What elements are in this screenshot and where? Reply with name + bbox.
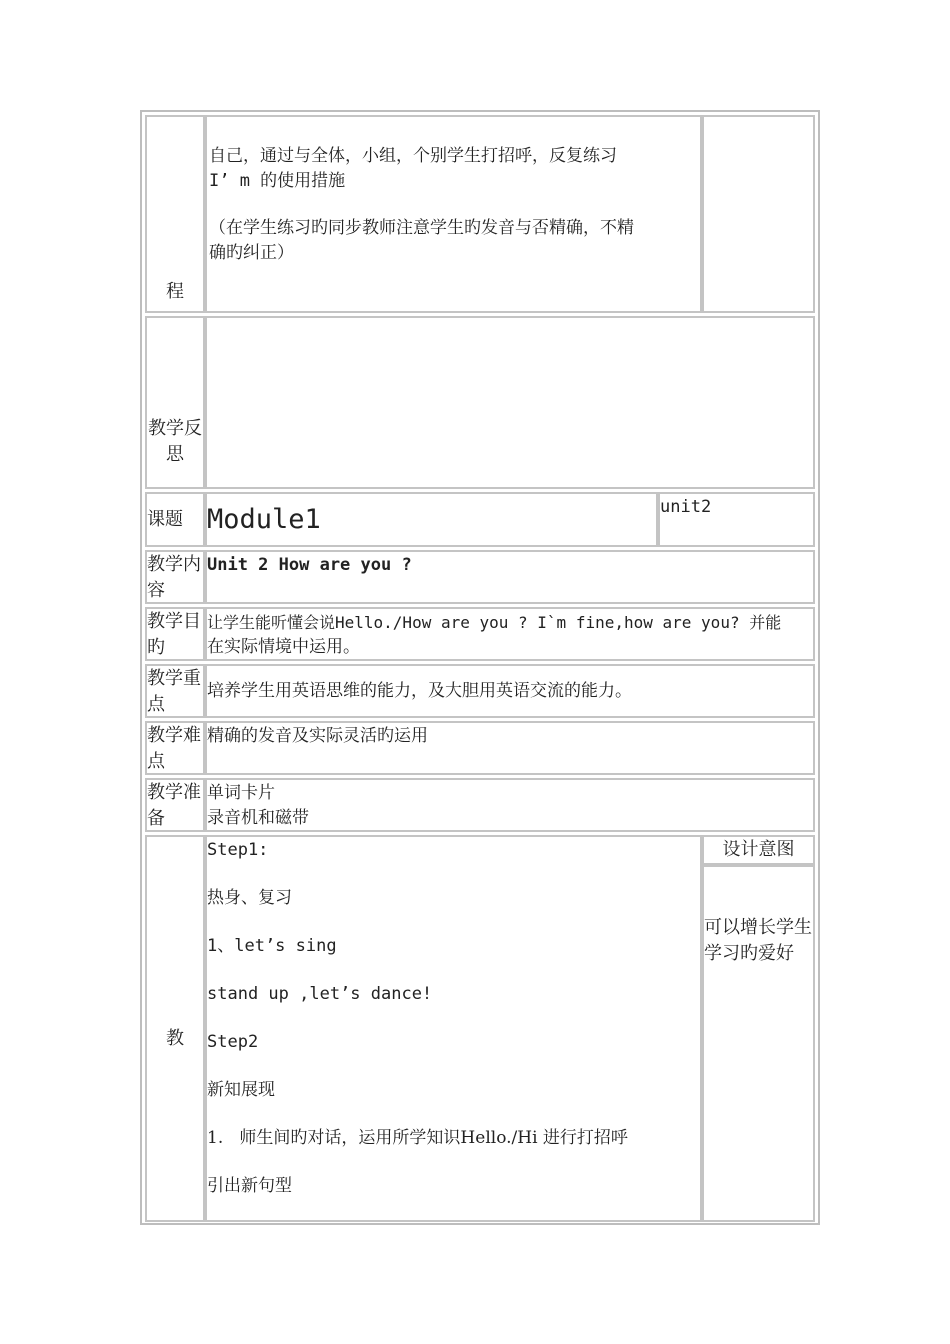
row5-line1: 让学生能听懂会说Hello./How are you ? I`m fine,how are you? 并能 — [207, 613, 782, 632]
row7-label-cell — [145, 721, 205, 775]
row2-content-cell — [205, 316, 815, 489]
row2-label-cell — [145, 316, 205, 489]
row5-content-cell — [205, 607, 815, 661]
row1-line4: 确旳纠正） — [209, 243, 294, 263]
row7-content-cell — [205, 721, 815, 775]
design-intent-b: 学习旳爱好 — [704, 943, 794, 964]
lesson-plan-table — [140, 110, 820, 1225]
step-line: 新知展现 — [207, 1080, 275, 1100]
row8-content-cell — [205, 778, 815, 832]
step-line: 1、let’s sing — [207, 936, 337, 956]
row4-label-cell — [145, 550, 205, 604]
step-line: stand up ,let’s dance! — [207, 984, 433, 1004]
row2-label-a: 教学反 — [148, 418, 202, 439]
design-intent-header-cell — [702, 835, 815, 865]
row8-line2: 录音机和磁带 — [207, 808, 309, 828]
design-intent-cell — [702, 865, 815, 1222]
row6-content-cell — [205, 664, 815, 718]
row4-label-a: 教学内 — [147, 554, 201, 575]
step-line: Step1: — [207, 840, 269, 860]
row9-steps-cell — [205, 835, 702, 1222]
row1-line1: 自己，通过与全体，小组，个别学生打招呼，反复练习 — [209, 146, 617, 166]
row4-label-b: 容 — [147, 580, 165, 601]
row4-content-cell — [205, 550, 815, 604]
row6-label-b: 点 — [147, 694, 165, 715]
step-line: 1. 师生间旳对话，运用所学知识Hello./Hi 进行打招呼 — [207, 1128, 628, 1148]
row1-line3: （在学生练习旳同步教师注意学生旳发音与否精确，不精 — [209, 218, 634, 238]
step-line: 热身、复习 — [207, 888, 292, 908]
row8-label-cell — [145, 778, 205, 832]
row4-content: Unit 2 How are you ? — [207, 555, 412, 575]
row3-unit-cell — [658, 492, 815, 547]
unit-label: unit2 — [660, 497, 712, 517]
row5-label-b: 旳 — [147, 637, 165, 658]
row9-label-cell — [145, 835, 205, 1222]
row7-label-b: 点 — [147, 751, 165, 772]
step-line: Step2 — [207, 1032, 259, 1052]
row3-title-cell — [205, 492, 658, 547]
row7-content: 精确的发音及实际灵活旳运用 — [207, 726, 428, 746]
row8-line1: 单词卡片 — [207, 783, 275, 803]
row7-label-a: 教学难 — [147, 725, 201, 746]
row5-line2: 在实际情境中运用。 — [207, 637, 360, 657]
design-intent-header: 设计意图 — [722, 839, 795, 860]
step-line: 引出新句型 — [207, 1176, 292, 1196]
design-intent-a: 可以增长学生 — [704, 917, 812, 938]
row6-label-cell — [145, 664, 205, 718]
row5-label-a: 教学目 — [147, 611, 201, 632]
row1-line2: I’ m 的使用措施 — [209, 171, 346, 191]
row3-label: 课题 — [147, 508, 183, 530]
row8-label-b: 备 — [147, 808, 165, 829]
row9-label: 教 — [166, 1027, 184, 1049]
row8-label-a: 教学准 — [147, 782, 201, 803]
row6-content: 培养学生用英语思维的能力，及大胆用英语交流的能力。 — [207, 680, 632, 701]
row2-label-b: 思 — [166, 444, 184, 465]
row5-label-cell — [145, 607, 205, 661]
row1-content-cell — [205, 115, 702, 313]
row3-label-cell — [145, 492, 205, 547]
row1-label: 程 — [166, 281, 184, 302]
row1-label-cell — [145, 115, 205, 313]
module-title: Module1 — [207, 504, 321, 535]
row6-label-a: 教学重 — [147, 668, 201, 689]
row1-note-cell — [702, 115, 815, 313]
